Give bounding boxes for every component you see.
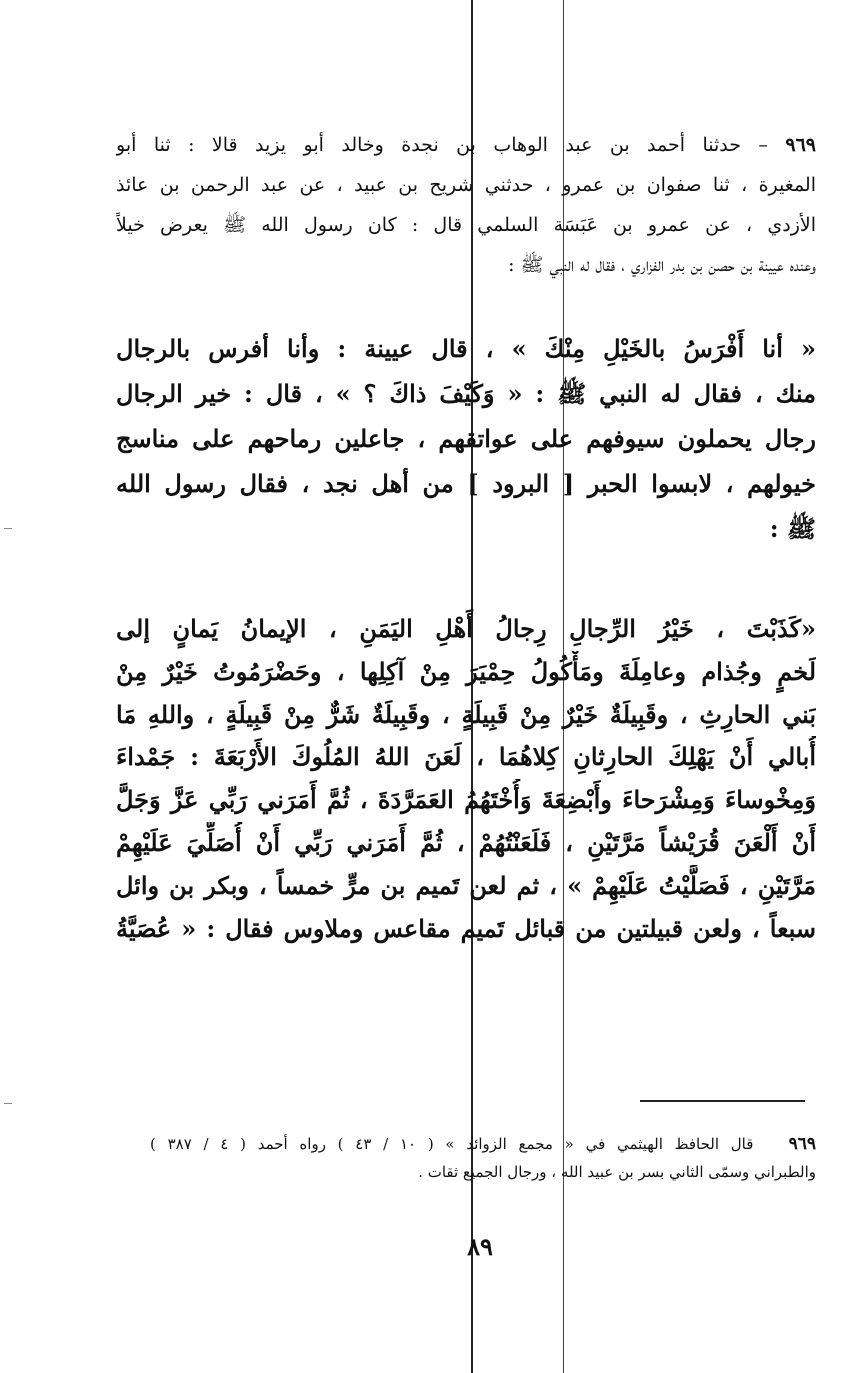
footnote-text: قال الحافظ الهيثمي في « مجمع الزوائد » ( ١٠ / ٤٣ ) رواه أحمد ( ٤ / ٣٨٧ ) [150,1135,754,1153]
body-line: لَخمٍ وجُذام وعامِلَةَ ومَأْكُولُ حِمْيَرَ مِنْ آكِلِها ، وحَضْرَمُوتُ خَيْرٌ مِنْ [116,656,816,686]
intro-line: وعنده عيينة بن حصن بن بدر الفزاري ، فقال له النبي ﷺ : [508,254,816,276]
intro-line [116,125,816,165]
body-line: مَرَّتَيْنِ ، فَصَلَّيْتُ عَلَيْهِمْ » ، ثم لعن تَميم بن مرٍّ خمساً ، وبكر بن وائل [116,870,816,900]
footnote-number: ٩٦٩ [788,1134,816,1154]
hadith-body-second [116,608,816,950]
hadith-body-first [116,326,816,551]
margin-mark [4,528,12,529]
body-line: «كَذَبْتَ ، خَيْرُ الرِّجالِ رِجالُ أَهْلِ اليَمَنِ ، الإيمانُ يَمانٍ إلى [116,614,816,643]
hadith-number: ٩٦٩ [785,134,816,156]
body-line: منك ، فقال له النبي ﷺ : « وَكَيْفَ ذاكَ ؟ » ، قال : خير الرجال [116,379,816,408]
footnote [150,1130,816,1186]
body-line: رجال يحملون سيوفهم على عواتقهم ، جاعلين رماحهم على مناسج [116,424,816,453]
body-line: ﷺ : [769,514,816,543]
body-line: خيولهم ، لابسوا الحبر [ البرود ] من أهل نجد ، فقال رسول الله [116,469,816,498]
margin-mark [4,1103,12,1104]
body-line: بَني الحارِثِ ، وقَبِيلَةٌ خَيْرٌ مِنْ قَبِيلَةٍ ، وقَبِيلَةٌ شَرٌّ مِنْ قَبِيلَةٍ ، واللهِ مَا [116,699,816,729]
body-line: « أنا أَفْرَسُ بالخَيْلِ مِنْكَ » ، قال عيينة : وأنا أفرس بالرجال [116,334,816,363]
page-number: ٨٩ [467,1232,493,1261]
intro-line: المغيرة ، ثنا صفوان بن عمرو ، حدثني شريح بن عبيد ، عن عبد الرحمن بن عائذ [116,174,816,196]
footnote-line [150,1130,816,1158]
intro-line: الأزدي ، عن عمرو بن عَبَسَة السلمي قال : كان رسول الله ﷺ يعرض خيلاً [116,214,816,236]
body-line: أَنْ أَلْعَنَ قُرَيْشاً مَرَّتَيْنِ ، فَلَعَنْتُهُمْ ، ثُمَّ أَمَرَني رَبِّي أَنْ أُصَلِّيَ عَلَيْهِمْ [116,827,816,857]
footnote-line: والطبراني وسمّى الثاني بسر بن عبيد الله ، ورجال الجميع ثقات . [418,1163,816,1181]
body-line: أُبالي أَنْ يَهْلِكَ الحارِثانِ كِلاهُمَا ، لَعَنَ اللهُ المُلُوكَ الأَرْبَعَةَ : جَمْداءَ [116,742,816,772]
footnote-separator [640,1100,805,1102]
hadith-intro [116,125,816,285]
body-line: سبعاً ، ولعن قبيلتين من قبائل تَميم مقاعس وملاوس فقال : « عُصَيَّةُ [116,913,816,943]
intro-text: – حدثنا أحمد بن عبد الوهاب بن نجدة وخالد أبو يزيد قالا : ثنا أبو [116,134,768,156]
body-line: وَمِخْوساءَ وَمِشْرَحاءَ وأَبْضِعَةَ وَأُخْتَهُمُ العَمَرَّدَةَ ، ثُمَّ أَمَرَني رَبِّي عَزَّ وَجَلَّ [116,785,816,815]
